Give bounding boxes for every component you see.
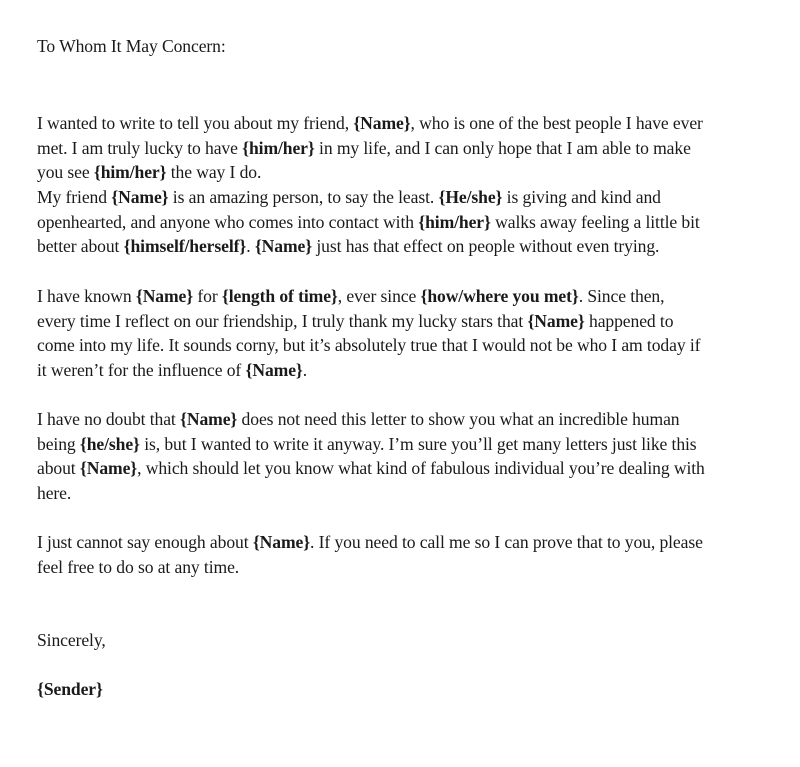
body-text: . If you need to call me so I can prove that to you, please [310,532,703,552]
body-text: come into my life. It sounds corny, but it’s absolutely true that I would not be who I am today if [37,335,701,356]
body-text: does not need this letter to show you what an incredible human [237,409,680,429]
paragraph-intro [37,111,777,185]
paragraph-line [37,210,777,235]
body-text: , who is one of the best people I have ever [410,113,703,133]
body-text: I have known [37,286,136,306]
paragraph-line [37,185,777,210]
body-text: . [246,236,255,257]
paragraph-line [37,481,777,506]
paragraph-line [37,160,777,185]
body-text: . Since then, [578,286,665,306]
body-text: is, but I wanted to write it anyway. I’m sure you’ll get many letters just like this [139,433,697,454]
paragraph-endorsement [37,407,777,505]
placeholder-field: {Name} [180,409,238,429]
greeting-text: To Whom It May Concern: [37,36,226,56]
placeholder-field: {him/her} [242,137,315,158]
body-text: in my life, and I can only hope that I am able to make [314,137,691,158]
paragraph-line [37,284,777,309]
body-text: it weren’t for the influence of [37,359,246,380]
placeholder-field: {Name} [353,113,411,133]
letter-closing [37,628,777,653]
placeholder-field: {him/her} [418,211,491,232]
paragraph-contact-offer [37,530,777,579]
placeholder-field: {length of time} [221,286,338,306]
body-text: for [193,286,222,306]
paragraph-line [37,234,777,259]
body-text: being [37,433,80,454]
body-text: just has that effect on people without even trying. [312,236,660,257]
body-text: , which should let you know what kind of fabulous individual you’re dealing with [137,458,705,479]
body-text: every time I reflect on our friendship, I truly thank my lucky stars that [37,310,528,331]
paragraph-line [37,555,777,580]
letter-greeting [37,34,777,59]
placeholder-field: {He/she} [438,187,503,207]
body-text: My friend [37,187,112,207]
body-text: here. [37,482,72,503]
paragraph-history [37,284,777,382]
paragraph-line [37,111,777,136]
body-text: I have no doubt that [37,409,181,429]
body-text: happened to [584,310,674,331]
placeholder-field: {Name} [111,187,169,207]
paragraph-line [37,358,777,383]
body-text: met. I am truly lucky to have [37,137,243,158]
body-text: walks away feeling a little bit [490,211,700,232]
body-text: about [37,458,80,479]
signature-placeholder: {Sender} [37,679,103,699]
paragraph-line [37,407,777,432]
body-text: better about [37,236,124,257]
body-text: . [302,359,308,380]
body-text: is giving and kind and [502,187,661,207]
body-text: openhearted, and anyone who comes into contact with [37,211,419,232]
body-text: feel free to do so at any time. [37,556,240,577]
placeholder-field: {him/her} [93,162,167,183]
placeholder-field: {he/she} [79,433,140,454]
body-text: , ever since [337,286,421,306]
placeholder-field: {Name} [254,236,313,257]
placeholder-field: {how/where you met} [420,286,579,306]
placeholder-field: {Name} [527,310,585,331]
paragraph-line [37,309,777,334]
placeholder-field: {Name} [79,458,138,479]
placeholder-field: {Name} [252,532,311,552]
placeholder-field: {himself/herself} [123,236,247,257]
paragraph-character [37,185,777,259]
placeholder-field: {Name} [245,359,303,380]
closing-text: Sincerely, [37,630,106,650]
body-text: the way I do. [166,162,262,183]
body-text: is an amazing person, to say the least. [168,187,439,207]
body-text: I wanted to write to tell you about my friend, [37,113,354,133]
paragraph-line [37,333,777,358]
paragraph-line [37,432,777,457]
paragraph-line [37,136,777,161]
letter-signature [37,677,777,702]
paragraph-line [37,456,777,481]
body-text: I just cannot say enough about [37,532,253,552]
paragraph-line [37,530,777,555]
body-text: you see [37,162,94,183]
placeholder-field: {Name} [135,286,194,306]
